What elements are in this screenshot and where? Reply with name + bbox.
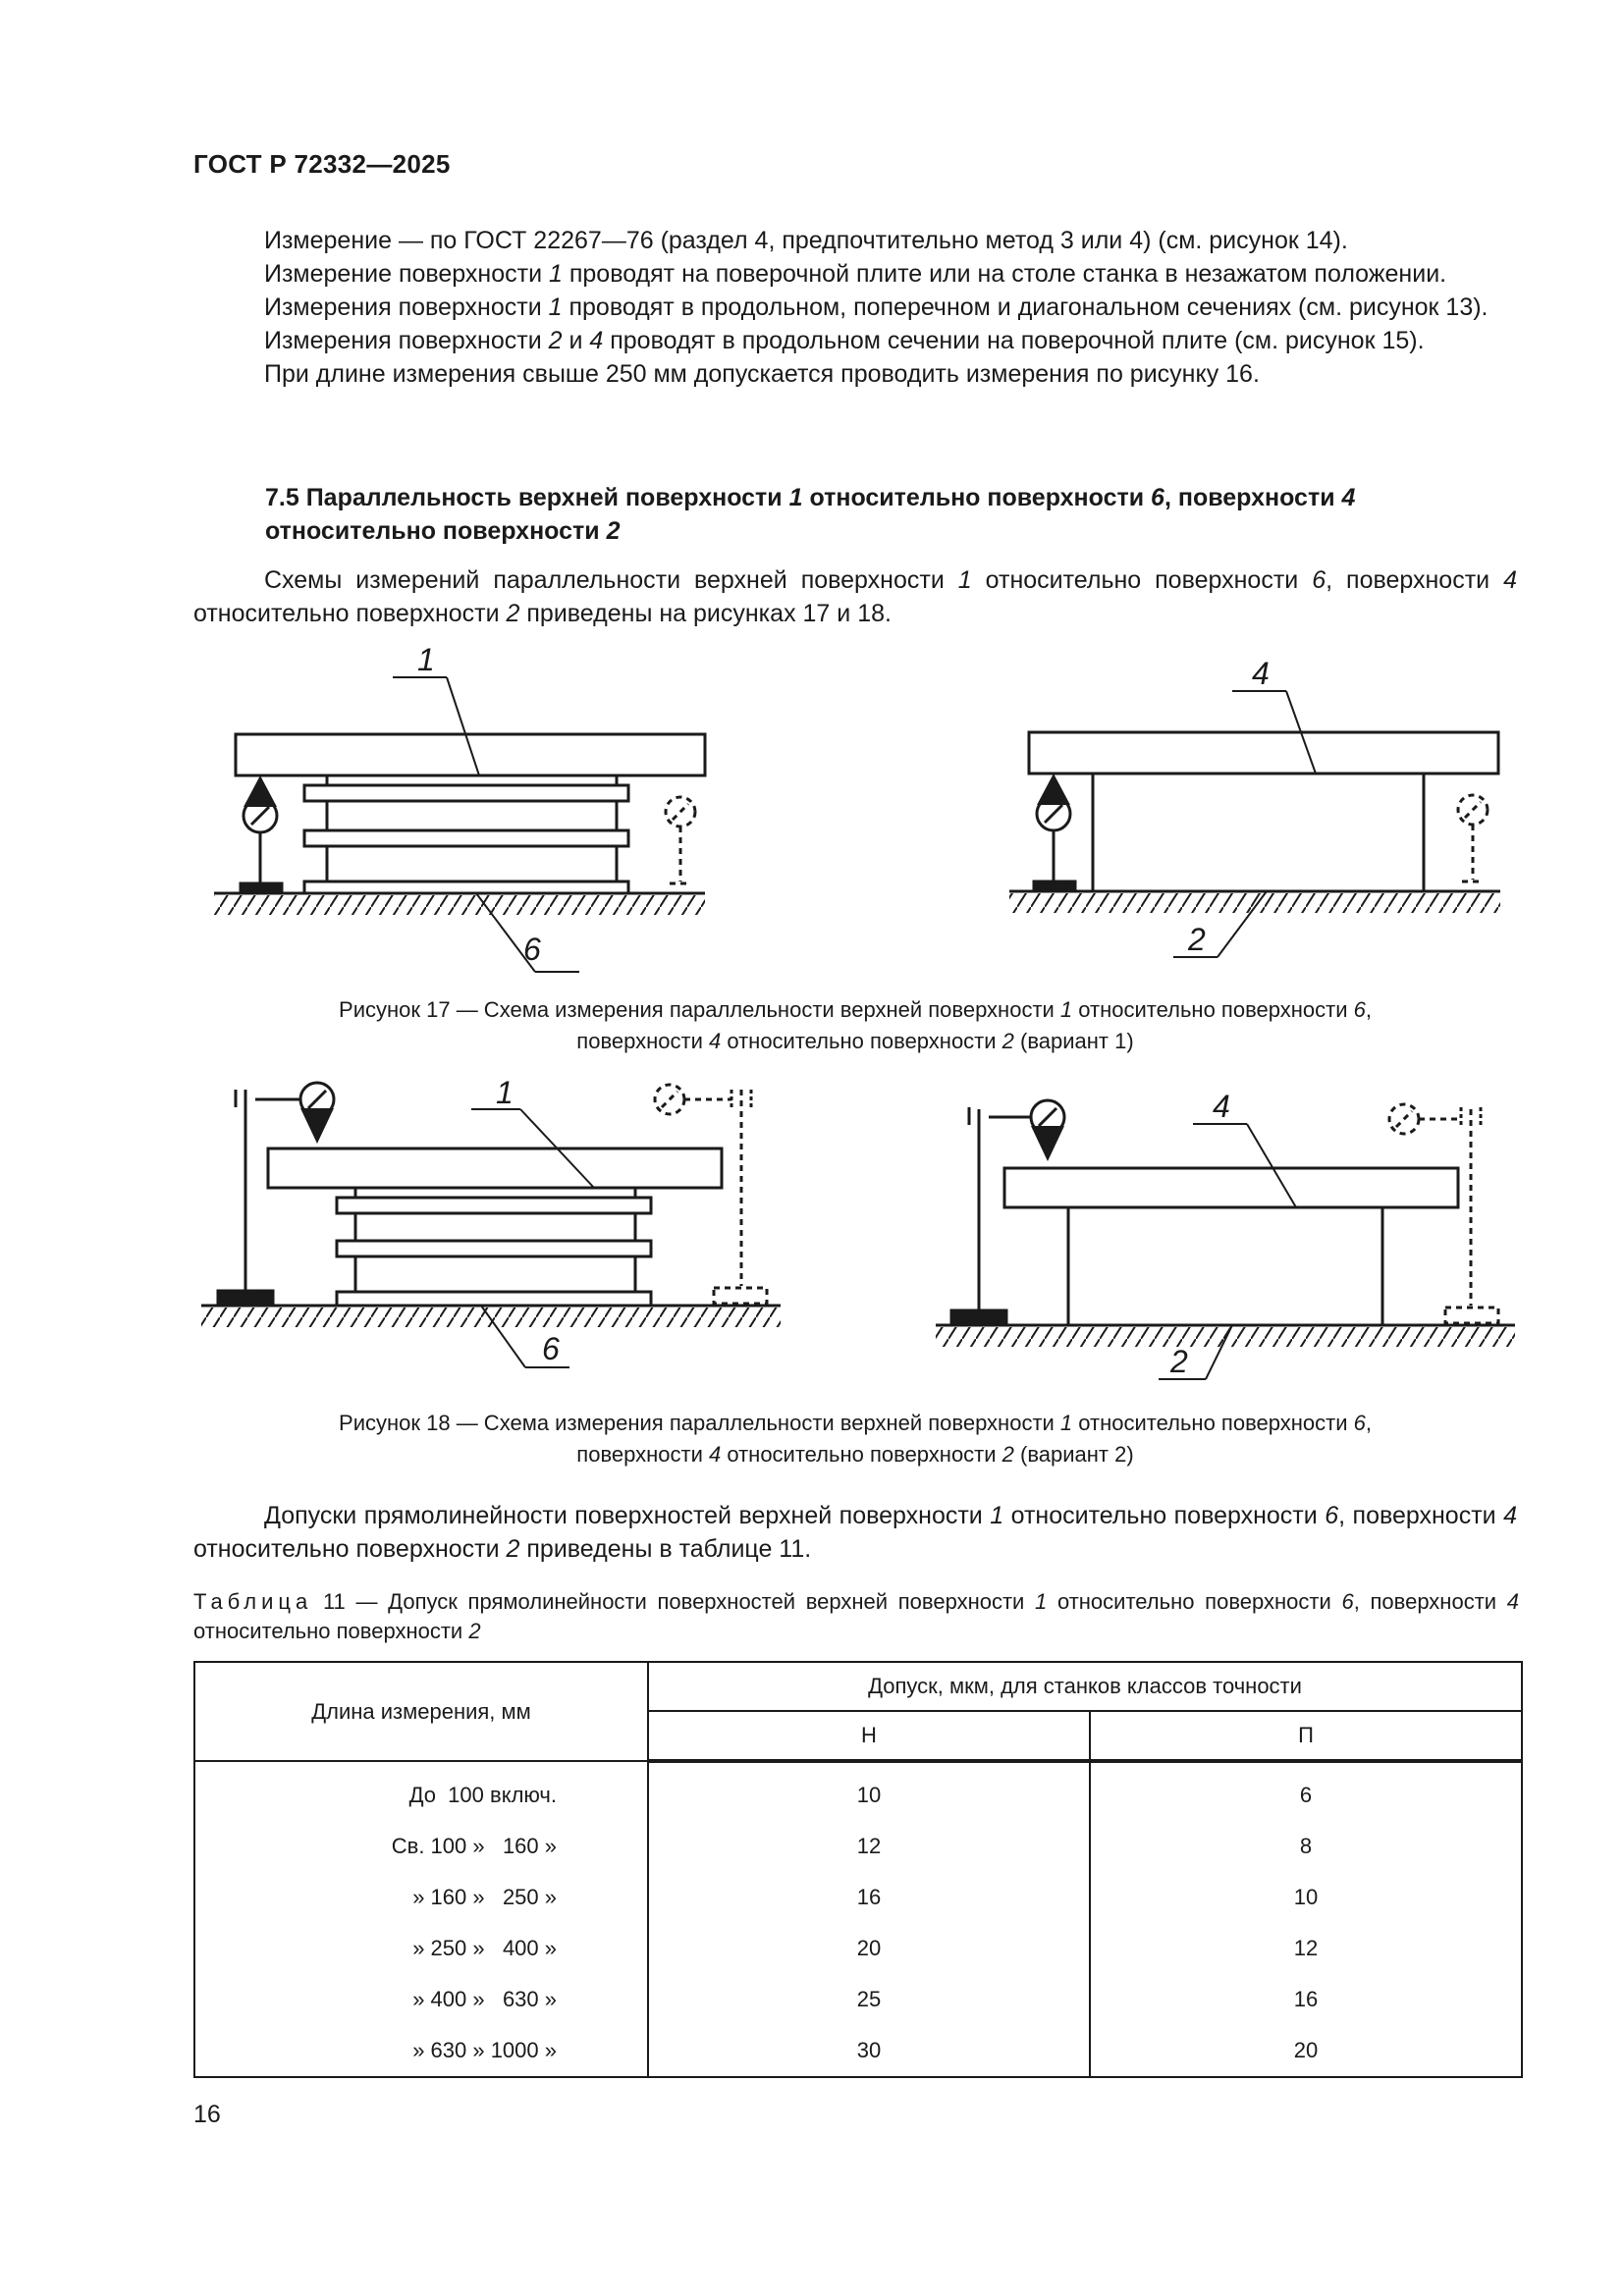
paragraph-text: и — [562, 327, 590, 354]
row-value-p: 6 — [1090, 1761, 1522, 1821]
fig17-left-assembly — [214, 677, 705, 972]
dial-indicator-dashed-icon — [655, 1085, 767, 1304]
paragraph-text: проводят на поверочной плите или на столе станка в незажатом положении. — [562, 260, 1447, 288]
table-row — [194, 2025, 1522, 2077]
figure-18-caption: Рисунок 18 — Схема измерения параллельности верхней поверхности 1 относительно поверхности 6, поверхности 4 относительно поверхности 2 (вариант 2) — [339, 1411, 1372, 1467]
fig18-label-right-top: 4 — [1213, 1089, 1230, 1124]
figure-18 — [0, 1065, 1624, 1404]
paragraph-tolerances: Допуски прямолинейности поверхностей верхней поверхности 1 относительно поверхности 6, поверхности 4 относительно поверхности 2 приведены в таблице 11. — [193, 1502, 1517, 1563]
row-value-h: 12 — [648, 1821, 1090, 1872]
table-row — [194, 1821, 1522, 1872]
paragraph-text: Измерение — по ГОСТ 22267—76 (раздел 4, предпочтительно метод 3 или 4) (см. рисунок 14). — [264, 227, 1348, 254]
row-value-h: 25 — [648, 1974, 1090, 2025]
paragraph-text: Измерения поверхности — [264, 294, 549, 321]
section-heading: 7.5 Параллельность верхней поверхности 1 относительно поверхности 6, поверхности 4 относительно поверхности 2 — [265, 484, 1356, 545]
dial-indicator-icon — [1034, 774, 1075, 891]
dial-indicator-icon — [241, 775, 282, 893]
paragraph-text: проводят в продольном, поперечном и диагональном сечениях (см. рисунок 13). — [562, 294, 1489, 321]
document-header: ГОСТ Р 72332—2025 — [193, 149, 451, 179]
paragraph-intro: Схемы измерений параллельности верхней поверхности 1 относительно поверхности 6, поверхности 4 относительно поверхности 2 приведены на рисунках 17 и 18. — [193, 566, 1518, 627]
paragraph-text: проводят в продольном сечении на поверочной плите (см. рисунок 15). — [603, 327, 1425, 354]
surface-number: 1 — [549, 260, 563, 288]
surface-number: 4 — [589, 327, 604, 354]
figure-17 — [0, 628, 1624, 991]
paragraph-text: Измерения поверхности — [264, 327, 549, 354]
table-row — [194, 1923, 1522, 1974]
fig18-label-right-bottom: 2 — [1170, 1344, 1188, 1379]
fig17-label-right-top: 4 — [1252, 656, 1270, 691]
row-value-h: 16 — [648, 1872, 1090, 1923]
paragraph-text: Измерение поверхности — [264, 260, 549, 288]
fig18-label-left-bottom: 6 — [542, 1331, 560, 1366]
figure-17-caption: Рисунок 17 — Схема измерения параллельности верхней поверхности 1 относительно поверхности 6, поверхности 4 относительно поверхности 2 (вариант 1) — [339, 997, 1372, 1053]
header-length: Длина измерения, мм — [194, 1662, 648, 1761]
surface-number: 1 — [548, 294, 563, 321]
row-value-p: 8 — [1090, 1821, 1522, 1872]
dial-indicator-dashed-icon — [1389, 1104, 1498, 1323]
surface-number: 2 — [548, 327, 563, 354]
row-length-label: » 250 » 400 » — [412, 1936, 557, 1960]
fig17-right-assembly — [1009, 691, 1500, 957]
header-class-h: Н — [648, 1711, 1090, 1761]
row-value-p: 10 — [1090, 1872, 1522, 1923]
row-length-label: » 400 » 630 » — [412, 1987, 557, 2011]
dial-indicator-icon — [300, 1083, 334, 1144]
table-row — [194, 1974, 1522, 2025]
table-row — [194, 1761, 1522, 1821]
fig18-label-left-top: 1 — [496, 1075, 514, 1110]
table-row — [194, 1872, 1522, 1923]
fig18-left-assembly — [201, 1083, 781, 1367]
row-length-label: » 630 » 1000 » — [412, 2038, 557, 2062]
dial-indicator-icon — [1031, 1100, 1064, 1161]
fig18-right-assembly — [936, 1100, 1515, 1379]
tolerance-table — [193, 1661, 1523, 2078]
dial-indicator-dashed-icon — [666, 797, 695, 883]
paragraph-measurement — [193, 224, 1517, 391]
fig17-label-left-bottom: 6 — [523, 932, 541, 967]
row-value-h: 30 — [648, 2025, 1090, 2077]
row-value-p: 12 — [1090, 1923, 1522, 1974]
table-title: Таблица 11 — Допуск прямолинейности поверхностей верхней поверхности 1 относительно поверхности 6, поверхности 4 относительно поверхности 2 — [193, 1589, 1519, 1643]
dial-indicator-dashed-icon — [1458, 795, 1488, 881]
header-class-p: П — [1090, 1711, 1522, 1761]
page-number: 16 — [193, 2101, 221, 2128]
fig17-label-left-top: 1 — [417, 642, 435, 677]
header-tolerance: Допуск, мкм, для станков классов точности — [648, 1662, 1522, 1711]
row-value-h: 20 — [648, 1923, 1090, 1974]
row-length-label: До 100 включ. — [408, 1782, 557, 1807]
row-value-h: 10 — [648, 1761, 1090, 1821]
row-value-p: 20 — [1090, 2025, 1522, 2077]
row-length-label: Св. 100 » 160 » — [391, 1834, 557, 1858]
row-value-p: 16 — [1090, 1974, 1522, 2025]
fig17-label-right-bottom: 2 — [1188, 922, 1206, 957]
paragraph-text: При длине измерения свыше 250 мм допускается проводить измерения по рисунку 16. — [264, 360, 1260, 388]
row-length-label: » 160 » 250 » — [412, 1885, 557, 1909]
